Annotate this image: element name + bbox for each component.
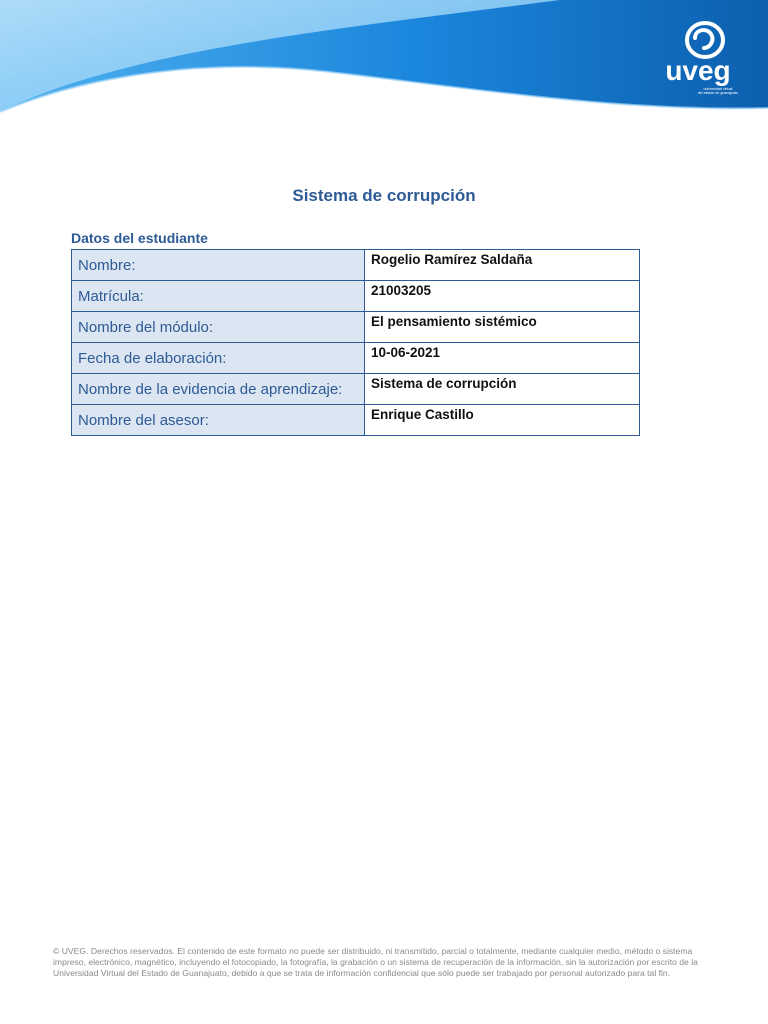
svg-text:del estado de guanajuato: del estado de guanajuato xyxy=(697,91,738,95)
uveg-logo-icon xyxy=(658,18,738,98)
uveg-logo xyxy=(658,18,738,98)
logo-wordmark: uveg xyxy=(665,55,731,86)
row-value: El pensamiento sistémico xyxy=(365,312,640,343)
table-row xyxy=(72,374,640,405)
section-heading: Datos del estudiante xyxy=(71,230,208,246)
row-label: Nombre del asesor: xyxy=(72,405,365,436)
row-value: Sistema de corrupción xyxy=(365,374,640,405)
table-row xyxy=(72,281,640,312)
student-data-table xyxy=(71,249,640,436)
row-label: Nombre de la evidencia de aprendizaje: xyxy=(72,374,365,405)
row-value: Rogelio Ramírez Saldaña xyxy=(365,250,640,281)
document-title: Sistema de corrupción xyxy=(292,186,476,205)
row-label: Nombre: xyxy=(72,250,365,281)
header-banner xyxy=(0,0,768,130)
row-label: Fecha de elaboración: xyxy=(72,343,365,374)
table-row xyxy=(72,312,640,343)
table-row xyxy=(72,250,640,281)
row-label: Matrícula: xyxy=(72,281,365,312)
row-value: Enrique Castillo xyxy=(365,405,640,436)
row-value: 10-06-2021 xyxy=(365,343,640,374)
row-label: Nombre del módulo: xyxy=(72,312,365,343)
svg-text:universidad virtual: universidad virtual xyxy=(703,87,733,91)
table-row xyxy=(72,405,640,436)
table-row xyxy=(72,343,640,374)
copyright-footer: © UVEG. Derechos reservados. El contenido de este formato no puede ser distribuido, ni transmitido, parcial o totalmente, mediante cualquier medio, método o sistema impreso, electrónico, magnético, incluyendo el fotocopiado, la fotografía, la grabación o un sistema de recuperación de la información, sin la autorización por escrito de la Universidad Virtual del Estado de Guanajuato, debido a que se trata de información confidencial que sólo puede ser trabajado por personal autorizado para tal fin. xyxy=(53,946,698,978)
row-value: 21003205 xyxy=(365,281,640,312)
